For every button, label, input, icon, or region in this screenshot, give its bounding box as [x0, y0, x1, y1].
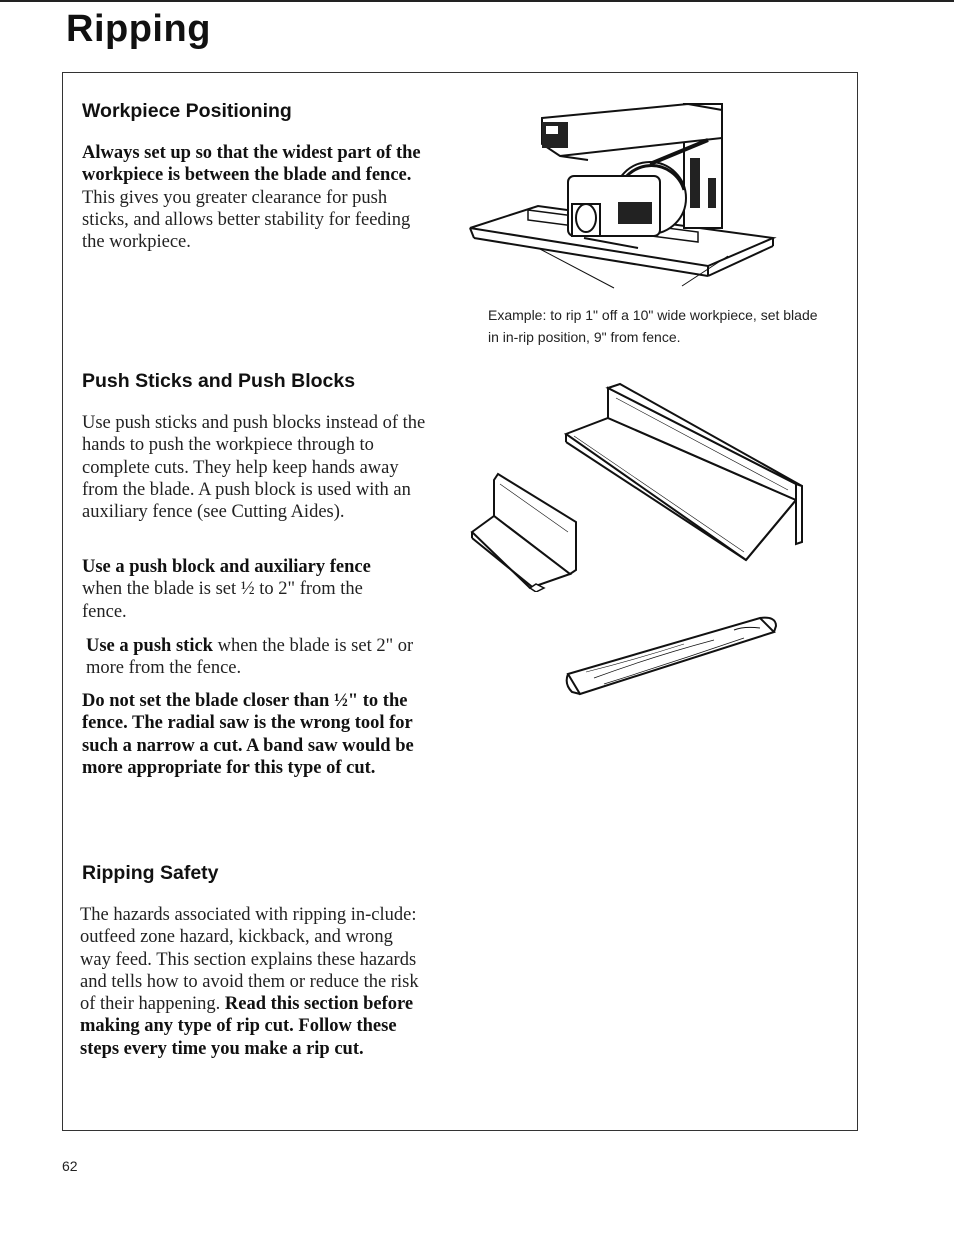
body-text: The hazards associated with ripping in-clude: outfeed zone hazard, kickback, and wrong way feed. This section explains these hazards and tells how to avoid them or reduce the risk of their happening.: [80, 905, 419, 1015]
section-heading-ripping-safety: Ripping Safety: [82, 862, 219, 884]
bold-text: Always set up so that the widest part of the workpiece is between the blade and fence.: [82, 143, 421, 186]
page-number: 62: [62, 1158, 78, 1174]
push-block-illustration: [470, 470, 592, 592]
bold-text: Do not set the blade closer than ½" to the fence. The radial saw is the wrong tool for such a narrow a cut. A band saw would be more appropriate for this type of cut.: [82, 691, 414, 778]
radial-arm-saw-illustration: [468, 98, 780, 294]
push-stick-usage-paragraph: [86, 635, 416, 680]
blade-distance-warning-paragraph: [82, 690, 427, 779]
ripping-safety-paragraph: [80, 904, 420, 1060]
push-stick-illustration: [564, 612, 780, 702]
push-block-usage-paragraph: [82, 556, 402, 623]
body-text: when the blade is set ½ to 2" from the fence.: [82, 579, 363, 622]
body-text: when the blade is set 2" or more from the fence.: [86, 636, 414, 679]
body-text: Use push sticks and push blocks instead of the hands to push the workpiece through to complete cuts. They help keep hands away from the blade. A push block is used with an auxiliary fence (see Cutting Aides).: [82, 413, 426, 523]
bold-text: Use a push stick: [86, 636, 213, 656]
bold-text: Use a push block and auxiliary fence: [82, 557, 371, 577]
body-text: This gives you greater clearance for push sticks, and allows better stability for feeding the workpiece.: [82, 187, 411, 253]
section-heading-push-sticks: Push Sticks and Push Blocks: [82, 370, 356, 392]
section-heading-workpiece-positioning: Workpiece Positioning: [82, 100, 292, 122]
page-title: Ripping: [66, 8, 211, 50]
workpiece-positioning-paragraph: [82, 142, 427, 253]
push-sticks-intro-paragraph: [82, 412, 427, 523]
auxiliary-fence-illustration: [560, 382, 805, 562]
top-rule: [0, 0, 954, 2]
saw-figure-caption: Example: to rip 1" off a 10" wide workpiece, set blade in in-rip position, 9" from fence.: [488, 307, 818, 345]
bold-text: Read this section before making any type of rip cut. Follow these steps every time you make a rip cut.: [80, 994, 414, 1059]
